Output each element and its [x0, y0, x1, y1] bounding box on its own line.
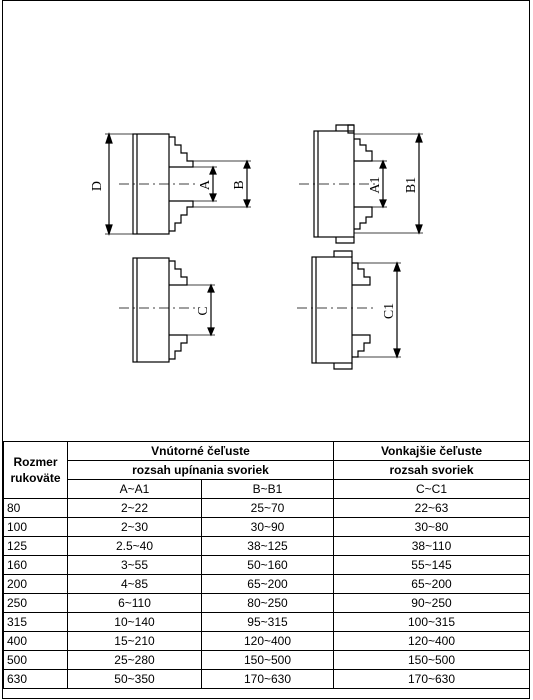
cell-c: 150~500 — [334, 651, 530, 670]
col-b-header: B~B1 — [202, 480, 334, 499]
cell-size: 400 — [4, 632, 68, 651]
cell-a: 50~350 — [68, 670, 202, 689]
cell-c: 90~250 — [334, 594, 530, 613]
table-row — [4, 594, 530, 613]
cell-a: 10~140 — [68, 613, 202, 632]
cell-b: 38~125 — [202, 537, 334, 556]
cell-a: 6~110 — [68, 594, 202, 613]
inner-jaw-chuck-top — [105, 134, 251, 234]
cell-a: 15~210 — [68, 632, 202, 651]
cell-b: 30~90 — [202, 518, 334, 537]
spec-sheet — [2, 0, 530, 699]
table-row — [4, 537, 530, 556]
sub-inner-range: rozsah upínania svoriek — [68, 461, 334, 480]
col-c-header: C~C1 — [334, 480, 530, 499]
cell-c: 100~315 — [334, 613, 530, 632]
jaw-range-table — [3, 441, 530, 689]
cell-c: 65~200 — [334, 575, 530, 594]
table-row — [4, 499, 530, 518]
rowhead-handle-size: Rozmer rukoväte — [4, 442, 68, 499]
table-header-row-1 — [4, 442, 530, 461]
cell-c: 22~63 — [334, 499, 530, 518]
label-A1: A1 — [368, 176, 383, 194]
group-outer-jaws: Vonkajšie čeľuste — [334, 442, 530, 461]
label-A: A — [198, 179, 213, 191]
cell-size: 100 — [4, 518, 68, 537]
cell-b: 170~630 — [202, 670, 334, 689]
cell-size: 80 — [4, 499, 68, 518]
cell-size: 630 — [4, 670, 68, 689]
label-C: C — [196, 306, 211, 316]
table-row — [4, 575, 530, 594]
cell-b: 50~160 — [202, 556, 334, 575]
jaw-diagram-svg — [3, 1, 529, 441]
cell-size: 160 — [4, 556, 68, 575]
table-row — [4, 632, 530, 651]
cell-c: 170~630 — [334, 670, 530, 689]
table-header-row-2 — [4, 461, 530, 480]
cell-size: 125 — [4, 537, 68, 556]
table-row — [4, 670, 530, 689]
cell-b: 120~400 — [202, 632, 334, 651]
table-row — [4, 613, 530, 632]
cell-a: 3~55 — [68, 556, 202, 575]
cell-c: 30~80 — [334, 518, 530, 537]
cell-size: 315 — [4, 613, 68, 632]
col-a-header: A~A1 — [68, 480, 202, 499]
table-row — [4, 518, 530, 537]
cell-c: 38~110 — [334, 537, 530, 556]
cell-c: 55~145 — [334, 556, 530, 575]
cell-b: 65~200 — [202, 575, 334, 594]
sub-outer-range: rozsah svoriek — [334, 461, 530, 480]
label-D: D — [90, 180, 105, 192]
table-row — [4, 651, 530, 670]
cell-a: 2.5~40 — [68, 537, 202, 556]
cell-b: 25~70 — [202, 499, 334, 518]
cell-a: 2~30 — [68, 518, 202, 537]
cell-b: 150~500 — [202, 651, 334, 670]
cell-b: 80~250 — [202, 594, 334, 613]
label-B1: B1 — [404, 176, 419, 194]
cell-a: 2~22 — [68, 499, 202, 518]
cell-size: 250 — [4, 594, 68, 613]
cell-size: 200 — [4, 575, 68, 594]
table-header-row-3 — [4, 480, 530, 499]
cell-a: 4~85 — [68, 575, 202, 594]
chuck-jaw-drawing — [3, 1, 529, 441]
cell-c: 120~400 — [334, 632, 530, 651]
cell-a: 25~280 — [68, 651, 202, 670]
cell-b: 95~315 — [202, 613, 334, 632]
cell-size: 500 — [4, 651, 68, 670]
label-B: B — [232, 180, 247, 190]
label-C1: C1 — [382, 302, 397, 320]
group-inner-jaws: Vnútorné čeľuste — [68, 442, 334, 461]
table-row — [4, 556, 530, 575]
